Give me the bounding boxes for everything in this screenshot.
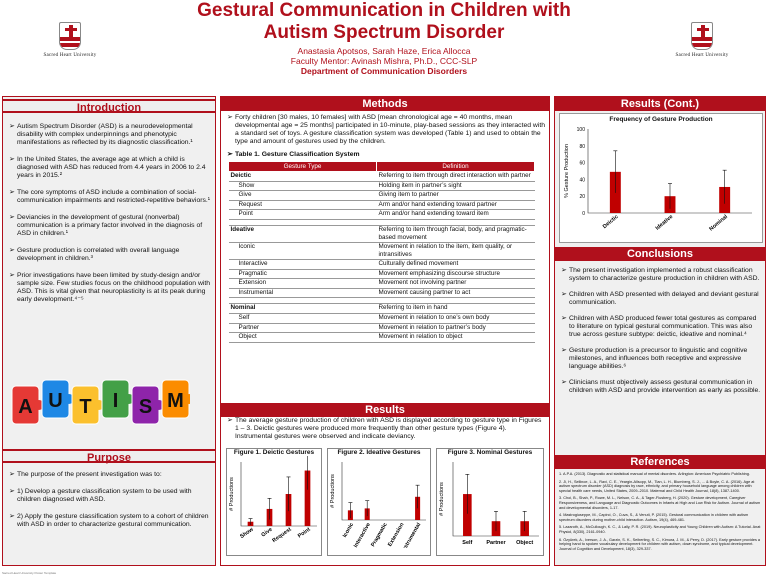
reference-item: 5. Lazaroth, A., McCullough, K. C., & Lally, P. R. (2019). Neuroplasticity and Young Children with Autism: A Tutorial. Anat Physiol, 8(330), 2161-0940. — [559, 525, 761, 534]
shield-icon — [691, 22, 713, 50]
y-tick-label: 100 — [576, 127, 585, 133]
table-row — [229, 269, 535, 279]
bullet-arrow-icon: ➢ — [9, 214, 15, 221]
puzzle-letter: I — [112, 390, 119, 412]
bullet-arrow-icon: ➢ — [561, 347, 567, 354]
authors: Anastasia Apotsos, Sarah Haze, Erica Allocca — [297, 46, 471, 56]
table-cell-type: Pragmatic — [229, 269, 377, 279]
introduction-heading: Introduction — [3, 99, 215, 113]
methods-paragraph: ➢ Forty children [30 males, 10 females] with ASD [mean chronological age = 40 months, mean developmental age = 25 months] participated in 10-minute, play-based sessions as they interacted with a standard set of toys. A gesture classification system was developed (Table 1) and used to obtain the type and amount of gestures used by the children. — [227, 114, 546, 145]
table-cell-definition: Movement in relation to partner’s body — [377, 323, 535, 333]
left-column — [2, 96, 216, 566]
purpose-heading: Purpose — [3, 449, 215, 463]
introduction-bullet-text: In the United States, the average age at which a child is diagnosed with ASD has reduced from 4.4 years in 2006 to 2.4 years in 2015.² — [17, 156, 206, 179]
table-cell-definition: Holding item in partner’s sight — [377, 181, 535, 191]
introduction-bullet-text: Prior investigations have been limited by study-design and/or sample size. Few studies focus on the childhood population with ASD. This is vital given that neuroplasticity is at its peak during early development.⁴⁻⁵ — [17, 272, 211, 303]
introduction-bullet — [3, 247, 215, 263]
puzzle-letter: U — [48, 390, 63, 412]
table-row — [229, 288, 535, 298]
bullet-arrow-icon: ➢ — [561, 379, 567, 386]
puzzle-letter: T — [79, 396, 92, 418]
x-tick-label: Interactive — [352, 522, 372, 548]
table-row — [229, 191, 535, 201]
poster-header — [80, 0, 688, 77]
figure-4 — [559, 113, 763, 243]
y-tick-label: 60 — [579, 160, 585, 167]
gesture-classification-table — [228, 161, 535, 343]
x-tick-label: Pragmatic — [370, 522, 389, 548]
conclusions-bullet-text: The present investigation implemented a robust classification system to characterize gesture production in children with ASD. — [569, 267, 760, 282]
table-row — [229, 259, 535, 269]
bullet-arrow-icon: ➢ — [9, 247, 15, 254]
department: Department of Communication Disorders — [300, 66, 468, 76]
autism-puzzle-image — [10, 372, 190, 436]
figure-3 — [436, 448, 544, 556]
purpose-bullet — [3, 513, 215, 529]
y-tick-label: 80 — [579, 143, 585, 150]
x-tick-label: Extension — [387, 522, 406, 548]
table-cell-definition: Arm and/or hand extending toward partner — [377, 200, 535, 210]
title-line1: Gestural Communication in Children with — [197, 0, 571, 21]
purpose-bullet-text: The purpose of the present investigation was to: — [17, 471, 162, 478]
table-cell-definition: Movement causing partner to act — [377, 288, 535, 298]
figure-4-chart — [560, 123, 762, 241]
table-cell-type: Give — [229, 191, 377, 201]
table-row — [229, 333, 535, 343]
table-row — [229, 242, 535, 259]
x-tick-label: Iconic — [341, 522, 356, 539]
bullet-arrow-icon: ➢ — [561, 291, 567, 298]
reference-item: 1. A.P.A. (2013). Diagnostic and statistical manual of mental disorders. Arlington: American Psychiatric Publishing. — [559, 472, 750, 476]
table-cell-type: Interactive — [229, 259, 377, 269]
figure-3-title: Figure 3. Nominal Gestures — [447, 449, 533, 456]
results-paragraph: ➢ The average gesture production of children with ASD is displayed according to gesture type in Figures 1 – 3. Deictic gestures were produced more frequently than other gesture types (Figure 4). Instrumental gestures were observed and indicate deviancy. — [227, 417, 542, 440]
introduction-bullet — [3, 156, 215, 180]
table-cell-type: Iconic — [229, 242, 377, 259]
footer: Sacred Heart University Poster Template — [2, 571, 57, 575]
table-title: ➢ Table 1. Gesture Classification System — [227, 151, 360, 158]
x-tick-label: Deictic — [601, 213, 620, 231]
x-tick-label: Request — [271, 526, 293, 545]
introduction-bullet — [3, 189, 215, 205]
title-line2: Autism Spectrum Disorder — [263, 22, 505, 43]
x-tick-label: Give — [260, 526, 274, 539]
y-axis-label: # Productions — [229, 477, 235, 511]
table-row — [229, 210, 535, 220]
figure-1-title: Figure 1. Deictic Gestures — [233, 449, 315, 456]
references-body — [555, 469, 765, 551]
table-cell-definition: Referring to item in hand — [377, 304, 535, 314]
table-cell-type: Request — [229, 200, 377, 210]
table-cell-definition: Referring to item through direct interaction with partner — [377, 172, 535, 182]
methods-heading: Methods — [221, 97, 549, 111]
table-header-definition: Definition — [377, 162, 535, 172]
purpose-bullet-text: 1) Develop a gesture classification system to be used with children diagnosed with ASD. — [17, 488, 192, 503]
table-cell-definition: Culturally defined movement — [377, 259, 535, 269]
x-tick-label: Ideative — [654, 213, 675, 232]
shield-icon — [59, 22, 81, 50]
table-row — [229, 323, 535, 333]
introduction-bullet — [3, 272, 215, 304]
table-cell-definition: Giving item to partner — [377, 191, 535, 201]
puzzle-letter: S — [138, 396, 153, 418]
table-cell-type: Object — [229, 333, 377, 343]
x-tick-label: Show — [239, 526, 255, 541]
reference-item: 2. Ji, H., Sellinoe, L. A., Ravi, C. E., Yeargin-Allsopp, M., Tian, L. H., Blumberg, S. J., ... & Boyle, C. A. (2016). Age at autism spectrum disorder (ASD) diagnosis by race, ethnicity, and primary household language among children with special health care needs, United States, 2009–2010. Maternal and Child Health Journal, 18(8), 1387-1400. — [559, 479, 755, 493]
logo-text: Sacred Heart University — [675, 53, 729, 58]
introduction-bullet-text: Deviancies in the development of gestural (nonverbal) communication is a primary factor involved in the diagnosis of ASD in children.¹ — [17, 214, 203, 237]
bullet-arrow-icon: ➢ — [9, 272, 15, 279]
table-cell-type: Deictic — [229, 172, 377, 182]
table-cell-definition: Movement emphasizing discourse structure — [377, 269, 535, 279]
mentor: Faculty Mentor: Avinash Mishra, Ph.D., CCC-SLP — [290, 56, 478, 66]
conclusions-heading: Conclusions — [555, 247, 765, 261]
y-axis-label: % Gesture Production — [564, 144, 570, 198]
introduction-bullet-text: Autism Spectrum Disorder (ASD) is a neurodevelopmental disability with complex underpinnings and phenotypic manifestations as reflected by its diagnostic classification.¹ — [17, 123, 193, 146]
table-cell-type: Self — [229, 313, 377, 323]
table-row — [229, 225, 535, 242]
table-row — [229, 304, 535, 314]
puzzle-letter: A — [18, 396, 33, 418]
table-cell-type: Ideative — [229, 225, 377, 242]
purpose-bullet — [3, 488, 215, 504]
bullet-arrow-icon: ➢ — [9, 488, 15, 495]
table-header-type: Gesture Type — [229, 162, 377, 172]
y-tick-label: 0 — [582, 211, 585, 217]
reference-item: 4. Mastrogiuseppe, M., Capirci, O., Cuva, S., & Venuti, P. (2015). Gestural communication in children with autism spectrum disorders during mother-child interaction. Autism, 19(4), 469-481. — [559, 513, 749, 522]
purpose-body — [3, 471, 215, 529]
table-cell-type: Extension — [229, 279, 377, 289]
table-cell-type: Show — [229, 181, 377, 191]
table-cell-definition: Movement in relation to object — [377, 333, 535, 343]
y-tick-label: 40 — [579, 177, 585, 184]
bullet-arrow-icon: ➢ — [9, 156, 15, 163]
table-cell-definition: Movement not involving partner — [377, 279, 535, 289]
table-row — [229, 200, 535, 210]
table-cell-type: Partner — [229, 323, 377, 333]
logo-text: Sacred Heart University — [43, 53, 97, 58]
figure-1 — [226, 448, 322, 556]
bullet-arrow-icon: ➢ — [9, 189, 15, 196]
table-cell-definition: Movement in relation to one’s own body — [377, 313, 535, 323]
bullet-arrow-icon: ➢ — [561, 267, 567, 274]
table-cell-type: Nominal — [229, 304, 377, 314]
table-cell-type: Point — [229, 210, 377, 220]
table-row — [229, 279, 535, 289]
x-tick-label: Partner — [486, 540, 506, 546]
table-row — [229, 181, 535, 191]
puzzle-letter: M — [167, 390, 184, 412]
results-heading: Results — [221, 403, 549, 417]
conclusions-bullet — [555, 347, 765, 371]
reference-item: 6. Özyürek, A., Iverson, J. A., Garzin, S. K., Seiberling, S. C., Kimura, J. M., & Perry, D. (2017). Early gesture provides a helping hand to spoken vocabulary development for children with autism, down syndrome, and typical development. Journal of Cognition and Development, 18(3), 329-337. — [559, 537, 761, 551]
results-cont-heading: Results (Cont.) — [555, 97, 765, 111]
conclusions-bullet-text: Gesture production is a precursor to linguistic and cognitive milestones, and influences both receptive and expressive language abilities.⁶ — [569, 347, 748, 370]
y-axis-label: # Productions — [330, 474, 336, 508]
table-cell-definition: Referring to item through facial, body, and pragmatic-based movement — [377, 225, 535, 242]
conclusions-bullet — [555, 267, 765, 283]
x-tick-label: Instrumental — [400, 522, 423, 548]
introduction-bullet — [3, 123, 215, 147]
y-axis-label: # Productions — [439, 482, 445, 516]
conclusions-body — [555, 263, 765, 395]
table-row — [229, 172, 535, 182]
conclusions-bullet-text: Children with ASD presented with delayed and deviant gestural communication. — [569, 291, 759, 306]
introduction-bullet-text: Gesture production is correlated with overall language development in children.³ — [17, 247, 180, 262]
reference-item: 3. Choi, B., Shah, P., Rowe, M. L., Nelson, C. A., & Tager-Flusberg, H. (2020). Gesture development, Caregiver Responsiveness, and Language and Diagnostic Outcomes in Infants at High and Low Risk for Autism. Journal of autism and developmental disorders, 1-17. — [559, 496, 761, 510]
figure-3-chart — [437, 456, 543, 548]
right-column — [554, 96, 766, 566]
figure-2-chart — [328, 456, 430, 548]
table-cell-definition: Movement in relation to the item, item quality, or intransitives — [377, 242, 535, 259]
bullet-arrow-icon: ➢ — [9, 471, 15, 478]
introduction-bullet-text: The core symptoms of ASD include a combination of social-communication impairments and restricted-repetitive behaviors.¹ — [17, 189, 211, 204]
table-cell-definition: Arm and/or hand extending toward item — [377, 210, 535, 220]
x-tick-label: Object — [516, 540, 534, 546]
x-tick-label: Nominal — [708, 213, 729, 233]
references-heading: References — [555, 455, 765, 469]
chart-axis — [342, 462, 426, 520]
figure-2 — [327, 448, 431, 556]
purpose-bullet — [3, 471, 215, 479]
conclusions-bullet-text: Children with ASD produced fewer total gestures as compared to literature on typical gestural communication. This was also true across gesture subtype: deictic, ideative and nominal.⁴ — [569, 315, 757, 338]
bullet-arrow-icon: ➢ — [561, 315, 567, 322]
figure-1-chart — [227, 456, 321, 548]
conclusions-bullet — [555, 291, 765, 307]
purpose-bullet-text: 2) Apply the gesture classification system to a cohort of children with ASD in order to characterize gestural communication. — [17, 513, 209, 528]
bullet-arrow-icon: ➢ — [9, 513, 15, 520]
conclusions-bullet — [555, 315, 765, 339]
conclusions-bullet-text: Clinicians must objectively assess gestural communication in children with ASD and provide intervention as early as possible. — [569, 379, 761, 394]
y-tick-label: 20 — [579, 194, 585, 201]
table-row — [229, 313, 535, 323]
bullet-arrow-icon: ➢ — [9, 123, 15, 130]
introduction-body — [3, 123, 215, 304]
introduction-bullet — [3, 214, 215, 238]
figure-4-title: Frequency of Gesture Production — [609, 116, 713, 123]
x-tick-label: Self — [462, 540, 473, 546]
x-tick-label: Point — [296, 526, 312, 540]
table-cell-type: Instrumental — [229, 288, 377, 298]
conclusions-bullet — [555, 379, 765, 395]
figure-2-title: Figure 2. Ideative Gestures — [337, 449, 421, 456]
